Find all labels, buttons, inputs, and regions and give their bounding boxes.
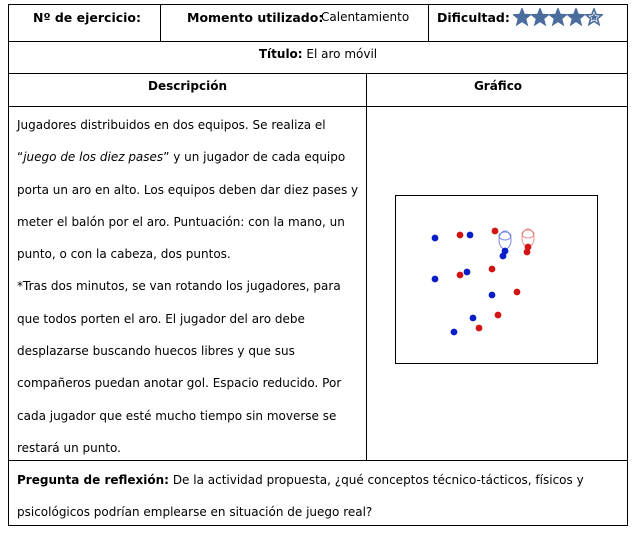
title-row — [9, 42, 627, 74]
reflection-question-cont: psicológicos podrían emplearse en situación de juego real? — [17, 505, 373, 519]
red-player-marker — [457, 272, 464, 279]
description-line: *Tras dos minutos, se van rotando los jugadores, para — [17, 279, 341, 294]
exercise-sheet — [8, 4, 628, 526]
description-line: restará un punto. — [17, 440, 121, 455]
title-line — [9, 47, 627, 61]
star-filled-icon — [549, 8, 567, 26]
header-row — [9, 5, 627, 42]
reflection-label: Pregunta de reflexión: — [17, 473, 169, 487]
moment-label: Momento utilizado: — [187, 10, 324, 25]
reflection-row — [9, 461, 627, 527]
description-line: punto, o con la cabeza, dos puntos. — [17, 247, 231, 262]
blue-player-marker — [451, 329, 458, 336]
star-filled-icon — [531, 8, 549, 26]
description-line: cada jugador que esté mucho tiempo sin moverse se — [17, 408, 337, 423]
star-filled-icon — [513, 8, 531, 26]
exercise-number-label: Nº de ejercicio: — [33, 10, 142, 25]
red-player-marker — [514, 289, 521, 296]
field-boundary — [396, 196, 598, 364]
title-label: Título: — [258, 47, 303, 61]
description-header: Descripción — [148, 79, 227, 93]
field-diagram — [395, 195, 599, 365]
column-header-row — [9, 74, 627, 107]
description-line: porta un aro en alto. Los equipos deben dar diez pases y — [17, 182, 359, 197]
description-line: Jugadores distribuidos en dos equipos. Se realiza el — [17, 118, 326, 132]
description-line: “juego de los diez pases” y un jugador de cada equipo — [17, 150, 346, 165]
blue-hoop-carrier — [502, 248, 509, 255]
graphic-header: Gráfico — [473, 79, 523, 93]
star-filled-icon — [567, 8, 585, 26]
description-line: compañeros puedan anotar gol. Espacio reducido. Por — [17, 376, 342, 391]
reflection-text — [17, 464, 617, 528]
exercise-number-cell — [9, 5, 160, 41]
red-player-marker — [476, 325, 483, 332]
difficulty-label: Dificultad: — [437, 10, 510, 25]
description-cell — [9, 107, 366, 460]
red-player-marker — [492, 228, 499, 235]
blue-player-marker — [432, 235, 439, 242]
red-hoop-carrier — [525, 244, 532, 251]
red-player-marker — [495, 312, 502, 319]
blue-player-marker — [464, 269, 471, 276]
reflection-question: De la actividad propuesta, ¿qué conceptos técnico-tácticos, físicos y — [172, 473, 584, 487]
description-line: meter el balón por el aro. Puntuación: con la mano, un — [17, 214, 345, 229]
description-line: desplazarse buscando huecos libres y que sus — [17, 344, 295, 359]
graphic-header-cell — [366, 74, 629, 106]
moment-cell — [160, 5, 428, 41]
description-italic: juego de los diez pases — [23, 150, 164, 165]
title-value: El aro móvil — [306, 47, 378, 61]
description-header-cell — [9, 74, 366, 106]
blue-player-marker — [489, 292, 496, 299]
blue-player-marker — [470, 315, 477, 322]
moment-value: Calentamiento — [321, 10, 410, 24]
blue-player-marker — [432, 276, 439, 283]
star-empty-icon — [585, 8, 603, 26]
red-player-marker — [489, 266, 496, 273]
description-line: que todos porten el aro. El jugador del aro debe — [17, 311, 305, 326]
graphic-cell — [366, 107, 629, 460]
difficulty-rating — [513, 8, 603, 26]
content-row — [9, 107, 627, 461]
description-text — [17, 109, 359, 464]
red-player-marker — [457, 232, 464, 239]
blue-player-marker — [467, 232, 474, 239]
